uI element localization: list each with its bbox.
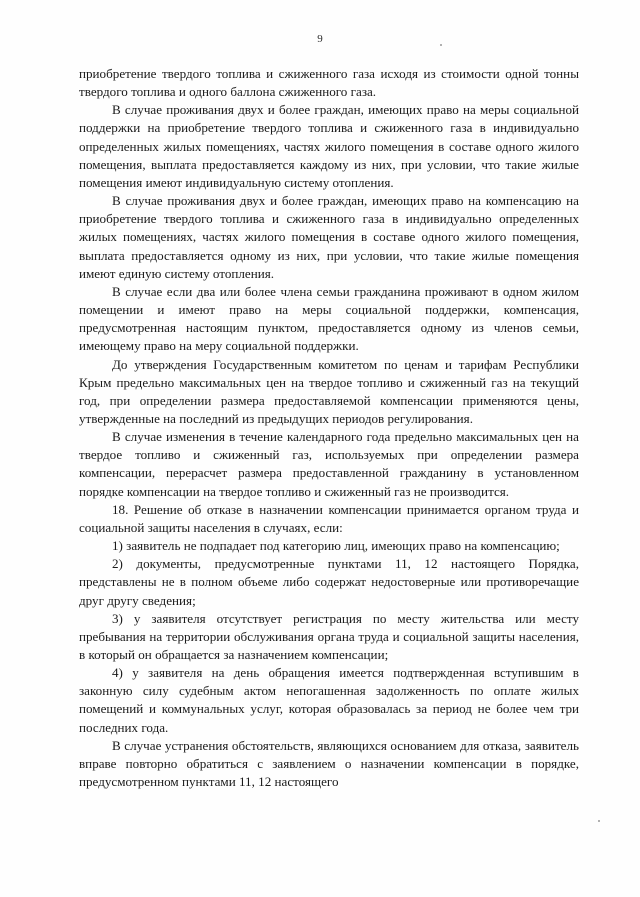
paragraph: В случае проживания двух и более граждан, имеющих право на меры социальной поддержки на приобретение твердого топлива и сжиженного газа в индивидуально определенных жилых помещениях, частях жилого помещения в составе одного жилого помещения, выплата предоставляется каждому из них, при условии, что такие жилые помещения имеют индивидуальную систему отопления. — [79, 102, 579, 190]
scan-speck — [440, 44, 442, 46]
list-item: 2) документы, предусмотренные пунктами 11, 12 настоящего Порядка, представлены не в полном объеме либо содержат недостоверные или противоречащие друг другу сведения; — [79, 556, 579, 608]
paragraph: В случае изменения в течение календарного года предельно максимальных цен на твердое топливо и сжиженный газ, используемых при определении размера компенсации, перерасчет размера предоставленной гражданину в установленном порядке компенсации на твердое топливо и сжиженный газ не производится. — [79, 429, 579, 499]
paragraph: До утверждения Государственным комитетом по ценам и тарифам Республики Крым предельно максимальных цен на твердое топливо и сжиженный газ на текущий год, при определении размера предоставляемой компенсации применяются цены, утвержденные на последний из предыдущих периодов регулирования. — [79, 356, 579, 426]
page-number: 9 — [317, 33, 323, 45]
list-item: 4) у заявителя на день обращения имеется подтвержденная вступившим в законную силу судебным актом непогашенная задолженность по оплате жилых помещений и коммунальных услуг, которая образовалась за период не более чем три последних года. — [79, 665, 579, 735]
document-body — [79, 65, 579, 791]
scan-speck — [598, 820, 600, 822]
paragraph: приобретение твердого топлива и сжиженного газа исходя из стоимости одной тонны твердого топлива и одного баллона сжиженного газа. — [79, 66, 579, 100]
paragraph: 18. Решение об отказе в назначении компенсации принимается органом труда и социальной защиты населения в случаях, если: — [79, 501, 579, 535]
list-item: 1) заявитель не подпадает под категорию лиц, имеющих право на компенсацию; — [112, 538, 560, 554]
paragraph: В случае проживания двух и более граждан, имеющих право на компенсацию на приобретение твердого топлива и сжиженного газа в индивидуально определенных жилых помещениях, частях жилого помещения в составе одного жилого помещения, выплата предоставляется одному из них, при условии, что такие жилые помещения имеют единую систему отопления. — [79, 193, 579, 281]
paragraph: В случае если два или более члена семьи гражданина проживают в одном жилом помещении и имеют право на меры социальной поддержки, компенсация, предусмотренная настоящим пунктом, предоставляется одному из членов семьи, имеющему право на меру социальной поддержки. — [79, 283, 579, 354]
paragraph: В случае устранения обстоятельств, являющихся основанием для отказа, заявитель вправе повторно обратиться с заявлением о назначении компенсации в порядке, предусмотренном пунктами 11, 12 настоящего — [79, 737, 579, 790]
list-item: 3) у заявителя отсутствует регистрация по месту жительства или месту пребывания на территории обслуживания органа труда и социальной защиты населения, в который он обращается за назначением компенсации; — [79, 610, 579, 662]
